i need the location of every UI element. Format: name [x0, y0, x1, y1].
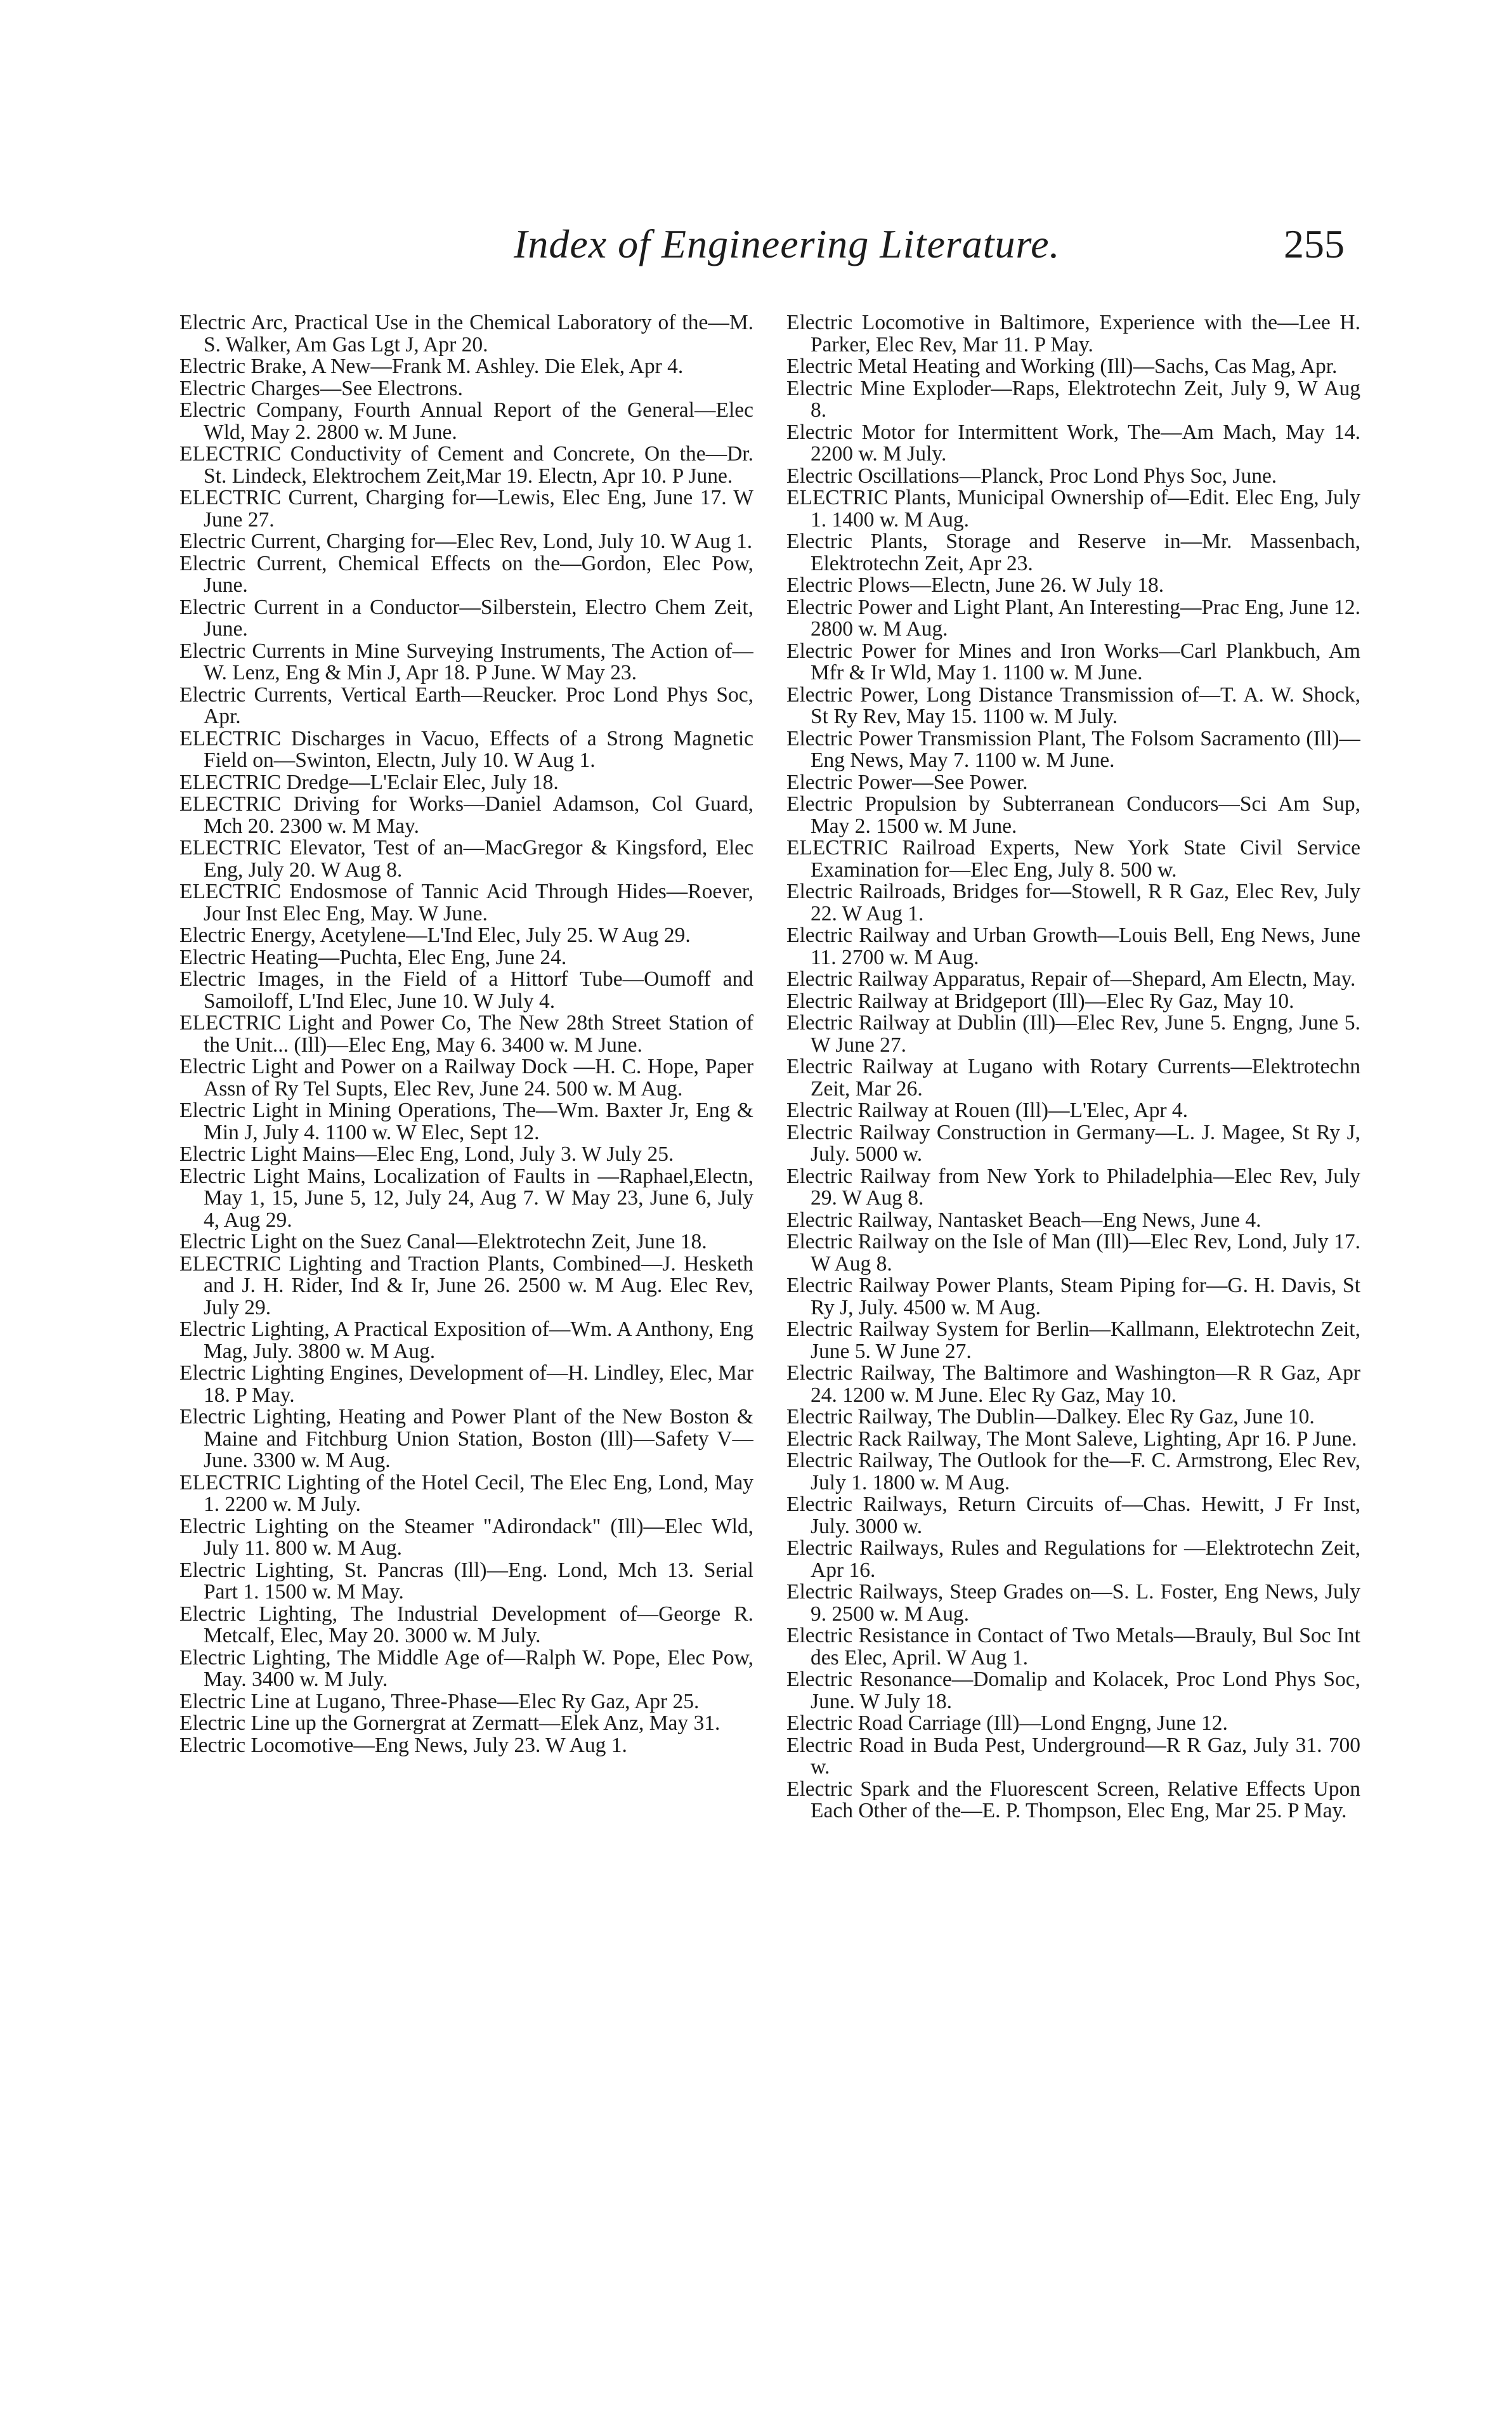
index-entry: ELECTRIC Dredge—L'Eclair Elec, July 18.: [179, 770, 559, 794]
index-entry: Electric Rack Railway, The Mont Saleve, Lighting, Apr 16. P June.: [786, 1427, 1357, 1451]
index-entry: Electric Railway at Rouen (Ill)—L'Elec, Apr 4.: [786, 1099, 1189, 1122]
index-entry: Electric Company, Fourth Annual Report of the General—Elec Wld, May 2. 2800 w. M June.: [179, 398, 753, 444]
index-entry: Electric Lighting, Heating and Power Plant of the New Boston & Maine and Fitchburg Union Station, Boston (Ill)—Safety V—June. 3300 w. M Aug.: [179, 1405, 753, 1472]
index-entry: Electric Light and Power on a Railway Dock —H. C. Hope, Paper Assn of Ry Tel Supts, Elec Rev, June 24. 500 w. M Aug.: [179, 1055, 753, 1101]
index-entry: ELECTRIC Lighting of the Hotel Cecil, The Elec Eng, Lond, May 1. 2200 w. M July.: [179, 1470, 753, 1516]
index-entry: Electric Mine Exploder—Raps, Elektrotechn Zeit, July 9, W Aug 8.: [786, 376, 1360, 422]
index-entry: Electric Light Mains—Elec Eng, Lond, July 3. W July 25.: [179, 1142, 674, 1166]
index-entry: Electric Railway Construction in Germany—L. J. Magee, St Ry J, July. 5000 w.: [786, 1120, 1360, 1166]
index-entry: Electric Railway at Bridgeport (Ill)—Elec Ry Gaz, May 10.: [786, 989, 1294, 1013]
index-entry: Electric Power Transmission Plant, The Folsom Sacramento (Ill)—Eng News, May 7. 1100 w. M June.: [786, 726, 1360, 772]
index-entry: Electric Railway, The Baltimore and Washington—R R Gaz, Apr 24. 1200 w. M June. Elec Ry Gaz, May 10.: [786, 1361, 1360, 1407]
index-entry: ELECTRIC Current, Charging for—Lewis, Elec Eng, June 17. W June 27.: [179, 486, 753, 532]
index-entry: Electric Charges—See Electrons.: [179, 376, 463, 400]
index-entry: Electric Light Mains, Localization of Faults in —Raphael,Electn, May 1, 15, June 5, 12, July 24, Aug 7. W May 23, June 6, July 4, Aug 29.: [179, 1164, 753, 1232]
index-entry: ELECTRIC Driving for Works—Daniel Adamson, Col Guard, Mch 20. 2300 w. M May.: [179, 792, 753, 838]
index-entry: Electric Motor for Intermittent Work, The—Am Mach, May 14. 2200 w. M July.: [786, 420, 1360, 466]
left-index-column: [179, 312, 753, 2329]
index-entry: Electric Light on the Suez Canal—Elektrotechn Zeit, June 18.: [179, 1230, 707, 1253]
index-entry: Electric Railways, Rules and Regulations for —Elektrotechn Zeit, Apr 16.: [786, 1536, 1360, 1582]
index-entry: ELECTRIC Railroad Experts, New York State Civil Service Examination for—Elec Eng, July 8. 500 w.: [786, 836, 1360, 882]
index-entry: Electric Heating—Puchta, Elec Eng, June 24.: [179, 945, 567, 969]
index-entry: Electric Railways, Return Circuits of—Chas. Hewitt, J Fr Inst, July. 3000 w.: [786, 1493, 1360, 1538]
index-entry: Electric Power for Mines and Iron Works—Carl Plankbuch, Am Mfr & Ir Wld, May 1. 1100 w. M June.: [786, 639, 1360, 684]
index-entry: Electric Railway on the Isle of Man (Ill)—Elec Rev, Lond, July 17. W Aug 8.: [786, 1230, 1360, 1276]
index-entry: Electric Energy, Acetylene—L'Ind Elec, July 25. W Aug 29.: [179, 924, 691, 947]
index-entry: Electric Metal Heating and Working (Ill)—Sachs, Cas Mag, Apr.: [786, 355, 1338, 378]
index-entry: Electric Railway Power Plants, Steam Piping for—G. H. Davis, St Ry J, July. 4500 w. M Aug.: [786, 1274, 1360, 1319]
index-entry: Electric Propulsion by Subterranean Conducors—Sci Am Sup, May 2. 1500 w. M June.: [786, 792, 1360, 838]
index-entry: Electric Railway from New York to Philadelphia—Elec Rev, July 29. W Aug 8.: [786, 1164, 1360, 1210]
index-entry: Electric Railways, Steep Grades on—S. L. Foster, Eng News, July 9. 2500 w. M Aug.: [786, 1580, 1360, 1626]
index-entry: Electric Arc, Practical Use in the Chemical Laboratory of the—M. S. Walker, Am Gas Lgt J, Apr 20.: [179, 312, 753, 356]
index-entry: Electric Road in Buda Pest, Underground—R R Gaz, July 31. 700 w.: [786, 1733, 1360, 1779]
index-entry: Electric Lighting, A Practical Exposition of—Wm. A Anthony, Eng Mag, July. 3800 w. M Aug.: [179, 1317, 753, 1363]
index-entry: Electric Power, Long Distance Transmission of—T. A. W. Shock, St Ry Rev, May 15. 1100 w. M July.: [786, 683, 1360, 728]
index-entry: Electric Resonance—Domalip and Kolacek, Proc Lond Phys Soc, June. W July 18.: [786, 1668, 1360, 1713]
page-number: 255: [1284, 221, 1345, 266]
index-entry: Electric Lighting, The Middle Age of—Ralph W. Pope, Elec Pow, May. 3400 w. M July.: [179, 1645, 753, 1691]
index-entry: Electric Railway, The Outlook for the—F. C. Armstrong, Elec Rev, July 1. 1800 w. M Aug.: [786, 1449, 1360, 1494]
index-entry: Electric Railway, The Dublin—Dalkey. Elec Ry Gaz, June 10.: [786, 1405, 1315, 1428]
index-entry: Electric Plants, Storage and Reserve in—Mr. Massenbach, Elektrotechn Zeit, Apr 23.: [786, 530, 1360, 575]
index-entry: Electric Current in a Conductor—Silberstein, Electro Chem Zeit, June.: [179, 595, 753, 641]
index-entry: Electric Lighting, St. Pancras (Ill)—Eng. Lond, Mch 13. Serial Part 1. 1500 w. M May.: [179, 1558, 753, 1604]
index-entry: ELECTRIC Endosmose of Tannic Acid Through Hides—Roever, Jour Inst Elec Eng, May. W June.: [179, 880, 753, 925]
index-entry: Electric Line up the Gornergrat at Zermatt—Elek Anz, May 31.: [179, 1711, 720, 1735]
index-entry: Electric Railway Apparatus, Repair of—Shepard, Am Electn, May.: [786, 967, 1356, 991]
index-entry: Electric Light in Mining Operations, The—Wm. Baxter Jr, Eng & Min J, July 4. 1100 w. W Elec, Sept 12.: [179, 1099, 753, 1144]
index-entry: Electric Brake, A New—Frank M. Ashley. Die Elek, Apr 4.: [179, 355, 684, 378]
index-entry: ELECTRIC Plants, Municipal Ownership of—Edit. Elec Eng, July 1. 1400 w. M Aug.: [786, 486, 1360, 532]
index-entry: Electric Railway at Dublin (Ill)—Elec Rev, June 5. Engng, June 5. W June 27.: [786, 1011, 1360, 1057]
right-index-column: [786, 312, 1360, 2329]
index-entry: Electric Railway, Nantasket Beach—Eng News, June 4.: [786, 1208, 1261, 1232]
index-entry: Electric Power and Light Plant, An Interesting—Prac Eng, June 12. 2800 w. M Aug.: [786, 595, 1360, 641]
index-entry: Electric Resistance in Contact of Two Metals—Brauly, Bul Soc Int des Elec, April. W Aug 1.: [786, 1624, 1360, 1670]
index-entry: ELECTRIC Discharges in Vacuo, Effects of a Strong Magnetic Field on—Swinton, Electn, July 10. W Aug 1.: [179, 726, 753, 772]
index-entry: Electric Railway and Urban Growth—Louis Bell, Eng News, June 11. 2700 w. M Aug.: [786, 924, 1360, 969]
index-entry: ELECTRIC Conductivity of Cement and Concrete, On the—Dr. St. Lindeck, Elektrochem Zeit,Mar 19. Electn, Apr 10. P June.: [179, 442, 753, 488]
index-entry: Electric Lighting Engines, Development of—H. Lindley, Elec, Mar 18. P May.: [179, 1361, 753, 1407]
index-entry: ELECTRIC Elevator, Test of an—MacGregor & Kingsford, Elec Eng, July 20. W Aug 8.: [179, 836, 753, 882]
index-entry: Electric Currents in Mine Surveying Instruments, The Action of—W. Lenz, Eng & Min J, Apr 18. P June. W May 23.: [179, 639, 753, 684]
index-entry: Electric Power—See Power.: [786, 770, 1028, 794]
index-entry: Electric Currents, Vertical Earth—Reucker. Proc Lond Phys Soc, Apr.: [179, 683, 753, 728]
running-title: Index of Engineering Literature.: [514, 221, 1060, 266]
index-entry: ELECTRIC Light and Power Co, The New 28th Street Station of the Unit... (Ill)—Elec Eng, May 6. 3400 w. M June.: [179, 1011, 753, 1057]
index-entry: Electric Locomotive—Eng News, July 23. W Aug 1.: [179, 1733, 627, 1757]
page-header: [184, 216, 1345, 273]
index-entry: Electric Line at Lugano, Three-Phase—Elec Ry Gaz, Apr 25.: [179, 1689, 700, 1713]
index-entry: Electric Oscillations—Planck, Proc Lond Phys Soc, June.: [786, 464, 1277, 488]
index-entry: Electric Spark and the Fluorescent Screen, Relative Effects Upon Each Other of the—E. P. Thompson, Elec Eng, Mar 25. P May.: [786, 1777, 1360, 1822]
index-entry: Electric Lighting on the Steamer "Adirondack" (Ill)—Elec Wld, July 11. 800 w. M Aug.: [179, 1514, 753, 1560]
index-entry: Electric Images, in the Field of a Hittorf Tube—Oumoff and Samoiloff, L'Ind Elec, June 10. W July 4.: [179, 967, 753, 1013]
index-entry: Electric Plows—Electn, June 26. W July 18.: [786, 573, 1164, 597]
index-entry: Electric Lighting, The Industrial Development of—George R. Metcalf, Elec, May 20. 3000 w. M July.: [179, 1602, 753, 1647]
index-entry: Electric Locomotive in Baltimore, Experience with the—Lee H. Parker, Elec Rev, Mar 11. P May.: [786, 312, 1360, 356]
index-entry: Electric Railroads, Bridges for—Stowell, R R Gaz, Elec Rev, July 22. W Aug 1.: [786, 880, 1360, 925]
index-entry: ELECTRIC Lighting and Traction Plants, Combined—J. Hesketh and J. H. Rider, Ind & Ir, June 26. 2500 w. M Aug. Elec Rev, July 29.: [179, 1251, 753, 1319]
index-entry: Electric Road Carriage (Ill)—Lond Engng, June 12.: [786, 1711, 1228, 1735]
index-entry: Electric Current, Chemical Effects on the—Gordon, Elec Pow, June.: [179, 551, 753, 597]
index-entry: Electric Railway System for Berlin—Kallmann, Elektrotechn Zeit, June 5. W June 27.: [786, 1317, 1360, 1363]
index-entry: Electric Current, Charging for—Elec Rev, Lond, July 10. W Aug 1.: [179, 530, 753, 553]
index-entry: Electric Railway at Lugano with Rotary Currents—Elektrotechn Zeit, Mar 26.: [786, 1055, 1360, 1101]
